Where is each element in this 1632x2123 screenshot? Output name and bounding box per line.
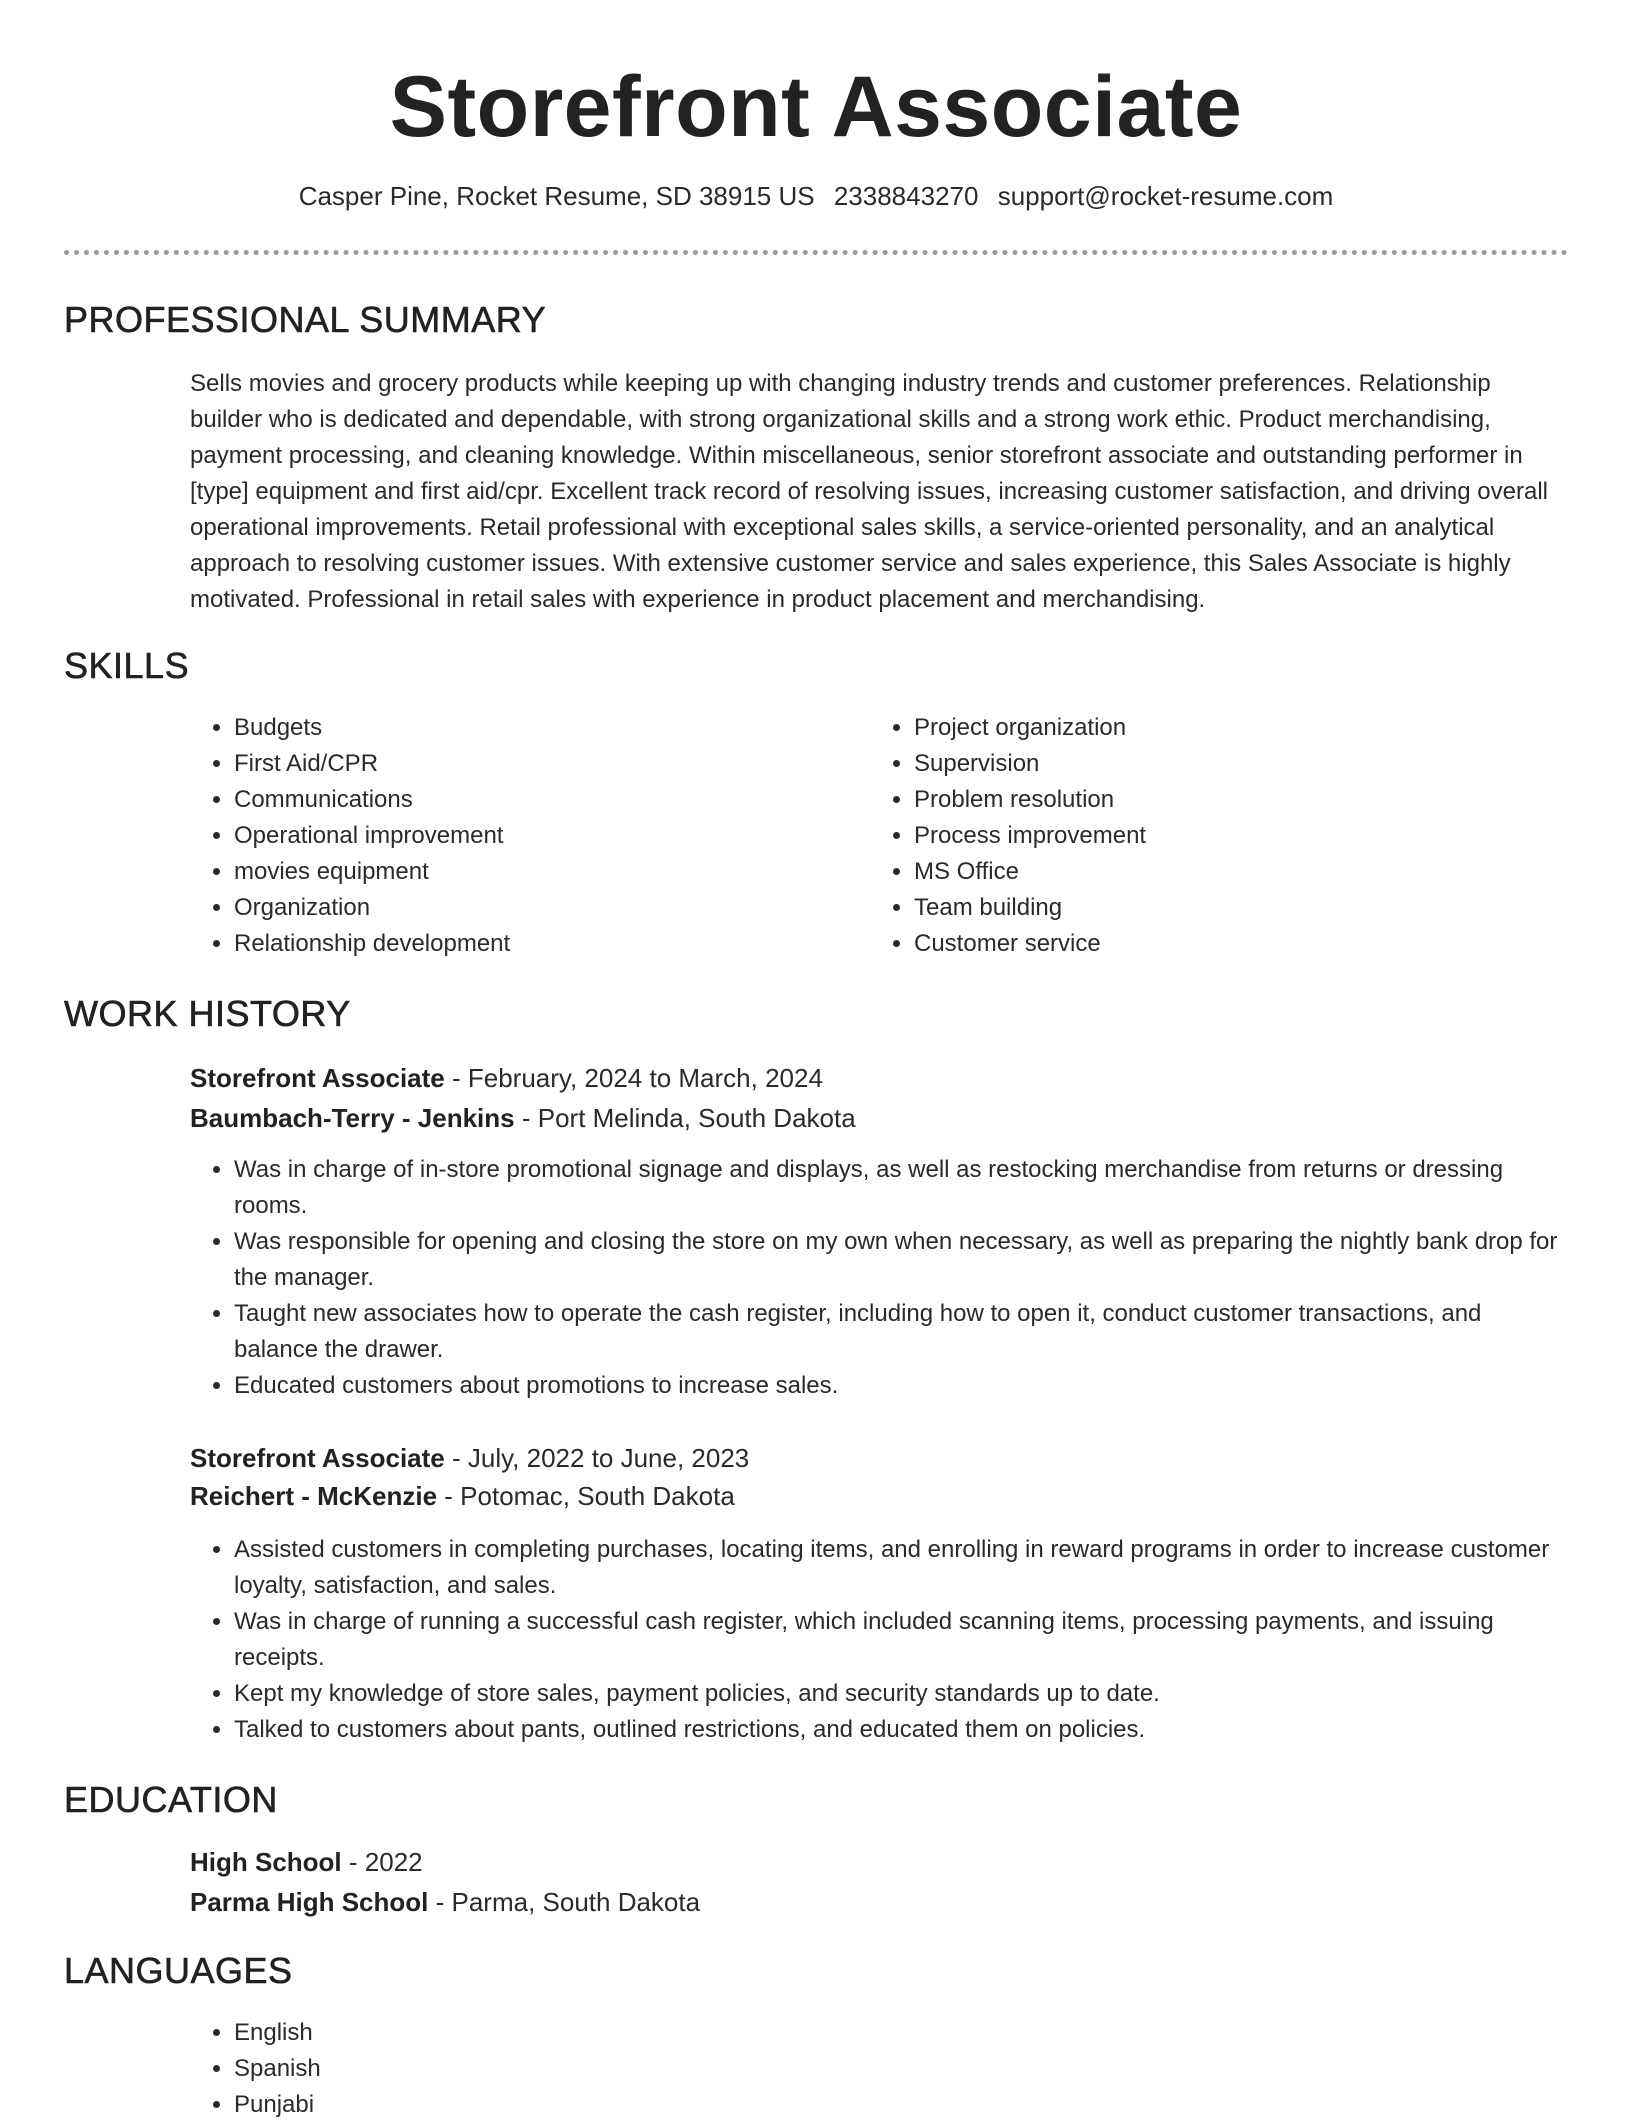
contact-line bbox=[0, 178, 1632, 214]
languages-heading: LANGUAGES bbox=[64, 1950, 293, 1991]
skill-item: • Customer service bbox=[914, 926, 1550, 962]
education-degree-line bbox=[190, 1844, 423, 1880]
job-bullet: • Educated customers about promotions to increase sales. bbox=[234, 1368, 1568, 1404]
job-bullet: • Was responsible for opening and closing the store on my own when necessary, as well as preparing the nightly bank drop for the manager. bbox=[234, 1224, 1568, 1296]
languages-list bbox=[190, 2015, 1568, 2123]
contact-address: Casper Pine, Rocket Resume, SD 38915 US bbox=[298, 181, 815, 211]
job-title: Storefront Associate bbox=[190, 1063, 445, 1093]
education-school: Parma High School bbox=[190, 1887, 429, 1917]
skill-item: • Operational improvement bbox=[234, 818, 870, 854]
skills-column-left bbox=[190, 710, 870, 962]
job-bullet: • Taught new associates how to operate the cash register, including how to open it, conduct customer transactions, and balance the drawer. bbox=[234, 1296, 1568, 1368]
education-school-line bbox=[190, 1884, 700, 1920]
job-bullet: • Assisted customers in completing purchases, locating items, and enrolling in reward programs in order to increase customer loyalty, satisfaction, and sales. bbox=[234, 1532, 1568, 1604]
skills-column-right bbox=[870, 710, 1550, 962]
job-title: Storefront Associate bbox=[190, 1443, 445, 1473]
header-divider bbox=[64, 250, 1568, 255]
skill-item: • Project organization bbox=[914, 710, 1550, 746]
job-company-line bbox=[190, 1100, 856, 1136]
skill-item: • Team building bbox=[914, 890, 1550, 926]
job-bullet: • Was in charge of in-store promotional signage and displays, as well as restocking merchandise from returns or dressing rooms. bbox=[234, 1152, 1568, 1224]
skill-item: • Organization bbox=[234, 890, 870, 926]
language-item: • Spanish bbox=[234, 2051, 1568, 2087]
education-heading: EDUCATION bbox=[64, 1779, 278, 1820]
job-bullet: • Was in charge of running a successful cash register, which included scanning items, processing payments, and issuing receipts. bbox=[234, 1604, 1568, 1676]
job-title-line bbox=[190, 1440, 749, 1476]
job-dates: - July, 2022 to June, 2023 bbox=[444, 1443, 750, 1473]
job-company-line bbox=[190, 1478, 735, 1514]
skill-item: • Problem resolution bbox=[914, 782, 1550, 818]
work-heading: WORK HISTORY bbox=[64, 993, 351, 1034]
contact-phone: 2338843270 bbox=[833, 181, 979, 211]
skill-item: • Relationship development bbox=[234, 926, 870, 962]
skill-item: • Process improvement bbox=[914, 818, 1550, 854]
skills-heading: SKILLS bbox=[64, 645, 190, 686]
summary-text: Sells movies and grocery products while keeping up with changing industry trends and customer preferences. Relationship builder who is dedicated and dependable, with strong organizational skills and a strong work ethic. Product merchandising, payment processing, and cleaning knowledge. Within miscellaneous, senior storefront associate and outstanding performer in [type] equipment and first aid/cpr. Excellent track record of resolving issues, increasing customer satisfaction, and driving overall operational improvements. Retail professional with exceptional sales skills, a service-oriented personality, and an analytical approach to resolving customer issues. With extensive customer service and sales experience, this Sales Associate is highly motivated. Professional in retail sales with experience in product placement and merchandising. bbox=[190, 370, 1548, 613]
skill-item: • Budgets bbox=[234, 710, 870, 746]
education-location: - Parma, South Dakota bbox=[428, 1887, 701, 1917]
education-degree: High School bbox=[190, 1847, 342, 1877]
job-location: - Port Melinda, South Dakota bbox=[514, 1103, 856, 1133]
education-year: - 2022 bbox=[341, 1847, 423, 1877]
summary-heading: PROFESSIONAL SUMMARY bbox=[64, 299, 547, 340]
job-bullet: • Talked to customers about pants, outlined restrictions, and educated them on policies. bbox=[234, 1712, 1568, 1748]
skill-item: • movies equipment bbox=[234, 854, 870, 890]
skill-item: • Supervision bbox=[914, 746, 1550, 782]
contact-email: support@rocket-resume.com bbox=[997, 181, 1334, 211]
job-bullet: • Kept my knowledge of store sales, payment policies, and security standards up to date. bbox=[234, 1676, 1568, 1712]
job-location: - Potomac, South Dakota bbox=[437, 1481, 735, 1511]
skill-item: • MS Office bbox=[914, 854, 1550, 890]
skills-list bbox=[190, 710, 1568, 962]
skill-item: • First Aid/CPR bbox=[234, 746, 870, 782]
job-bullets bbox=[190, 1532, 1568, 1748]
page-title: Storefront Associate bbox=[389, 59, 1243, 155]
job-bullets bbox=[190, 1152, 1568, 1404]
job-company: Baumbach-Terry - Jenkins bbox=[190, 1103, 515, 1133]
job-dates: - February, 2024 to March, 2024 bbox=[444, 1063, 823, 1093]
skill-item: • Communications bbox=[234, 782, 870, 818]
language-item: • English bbox=[234, 2015, 1568, 2051]
job-company: Reichert - McKenzie bbox=[190, 1481, 438, 1511]
job-title-line bbox=[190, 1060, 823, 1096]
language-item: • Punjabi bbox=[234, 2087, 1568, 2123]
